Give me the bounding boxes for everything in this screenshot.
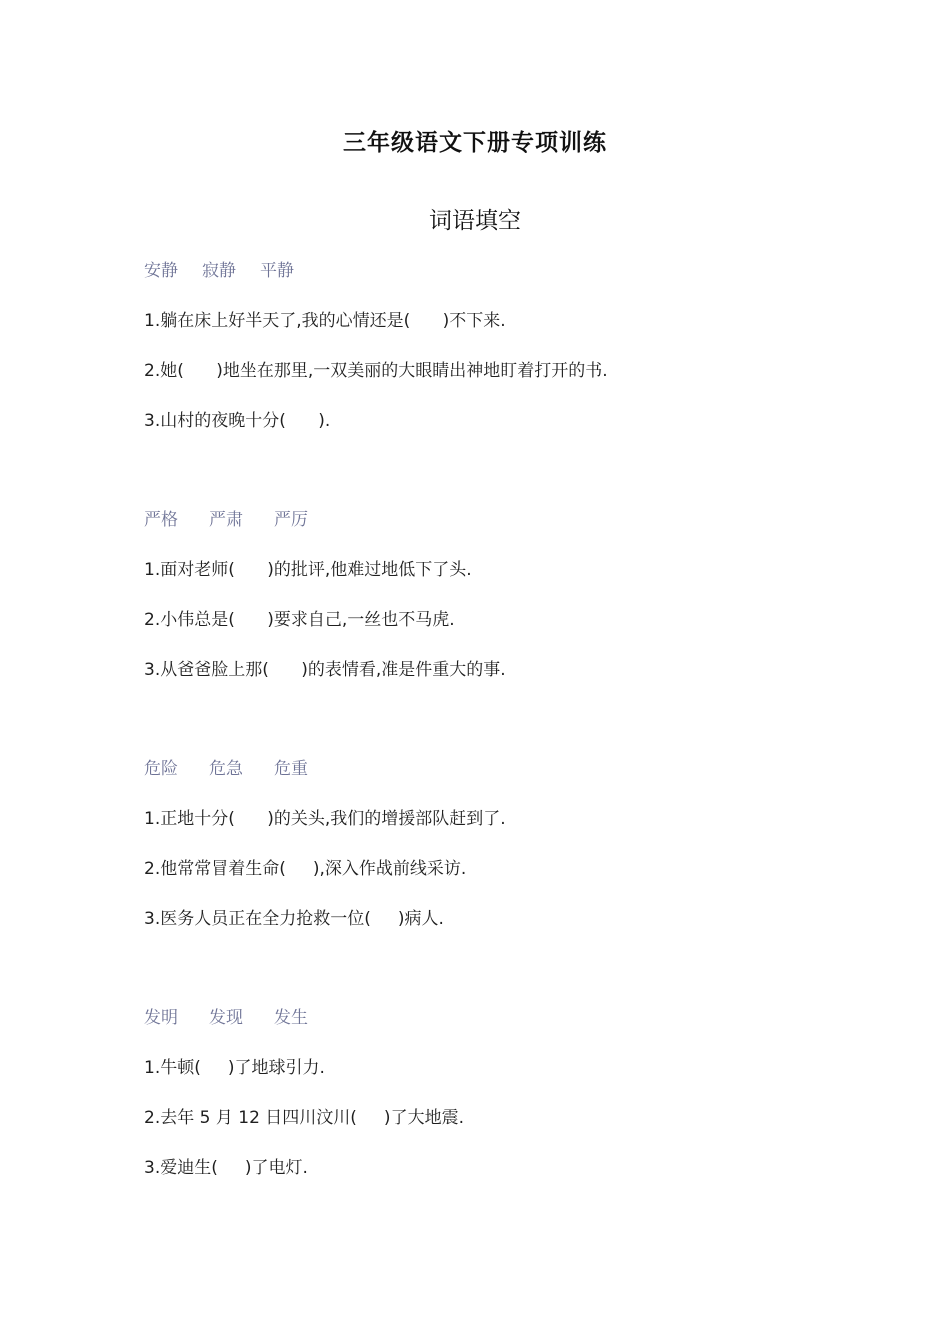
document-subtitle: 词语填空 [429,208,521,234]
exercise-section-3 [144,754,844,934]
word-bank [144,256,844,286]
word-option: 平静 [260,261,294,281]
word-bank [144,1003,844,1033]
word-option: 发生 [274,1008,308,1028]
exercise-section-1 [144,256,844,436]
word-option: 严肃 [209,510,243,530]
question-item: 1.躺在床上好半天了,我的心情还是( )不下来. [144,311,506,331]
question-item: 2.小伟总是( )要求自己,一丝也不马虎. [144,610,455,630]
exercise-section-4 [144,1003,844,1183]
word-option: 安静 [144,261,178,281]
word-option: 发明 [144,1008,178,1028]
word-option: 危急 [209,759,243,779]
question-item: 2.她( )地坐在那里,一双美丽的大眼睛出神地盯着打开的书. [144,361,608,381]
word-option: 发现 [209,1008,243,1028]
question-item: 1.面对老师( )的批评,他难过地低下了头. [144,560,472,580]
question-item: 3.山村的夜晚十分( ). [144,411,331,431]
exercise-section-2 [144,505,844,685]
question-item: 1.正地十分( )的关头,我们的增援部队赶到了. [144,809,506,829]
document-title: 三年级语文下册专项训练 [343,130,607,156]
word-bank [144,754,844,784]
word-option: 危险 [144,759,178,779]
question-item: 3.从爸爸脸上那( )的表情看,准是件重大的事. [144,660,506,680]
word-option: 危重 [274,759,308,779]
word-option: 严厉 [274,510,308,530]
question-item: 2.他常常冒着生命( ),深入作战前线采访. [144,859,467,879]
word-option: 寂静 [202,261,236,281]
word-option: 严格 [144,510,178,530]
question-item: 3.医务人员正在全力抢救一位( )病人. [144,909,444,929]
question-item: 1.牛顿( )了地球引力. [144,1058,325,1078]
word-bank [144,505,844,535]
question-item: 3.爱迪生( )了电灯. [144,1158,308,1178]
question-item: 2.去年 5 月 12 日四川汶川( )了大地震. [144,1108,464,1128]
